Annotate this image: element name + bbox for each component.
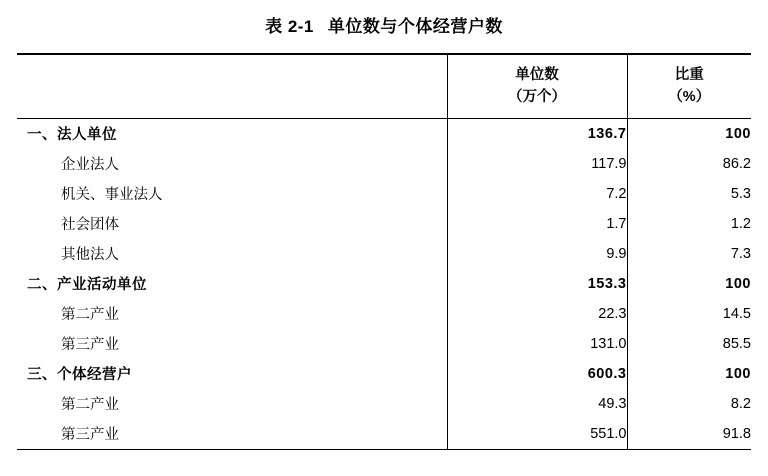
row-label: 二、产业活动单位 [27, 277, 147, 294]
row-units-value: 49.3 [447, 389, 627, 419]
row-share-value: 100 [627, 269, 751, 299]
column-header-units-line1: 单位数 [515, 67, 559, 83]
row-label: 其他法人 [61, 247, 119, 264]
column-header-units-line2: （万个） [508, 89, 566, 106]
row-units-value: 22.3 [447, 299, 627, 329]
row-share-value: 86.2 [627, 149, 751, 179]
row-share-value: 5.3 [627, 179, 751, 209]
row-units-value: 153.3 [447, 269, 627, 299]
row-share-value: 14.5 [627, 299, 751, 329]
table-header-row [17, 54, 751, 118]
row-units-value: 136.7 [447, 118, 627, 149]
row-units-value: 9.9 [447, 239, 627, 269]
table-row [17, 419, 751, 449]
row-label: 一、法人单位 [17, 118, 447, 149]
row-share-value: 100 [627, 359, 751, 389]
table-row [17, 118, 751, 149]
row-units-value: 7.2 [447, 179, 627, 209]
table-row [17, 329, 751, 359]
column-header-share-line2: （%） [668, 89, 711, 106]
row-label: 社会团体 [61, 217, 119, 234]
row-share-value: 1.2 [627, 209, 751, 239]
column-header-units [447, 54, 627, 118]
row-units-value: 117.9 [447, 149, 627, 179]
row-units-value: 600.3 [447, 359, 627, 389]
table-row [17, 179, 751, 209]
row-share-value: 91.8 [627, 419, 751, 449]
row-share-value: 85.5 [627, 329, 751, 359]
table-number: 表 2-1 [265, 17, 314, 36]
table-row [17, 389, 751, 419]
table-row [17, 299, 751, 329]
row-label: 第三产业 [61, 337, 119, 354]
table-bottom-rule [17, 449, 751, 450]
row-share-value: 7.3 [627, 239, 751, 269]
table-row [17, 209, 751, 239]
page-title [0, 0, 768, 53]
table-row [17, 359, 751, 389]
row-label: 三、个体经营户 [27, 367, 132, 384]
column-header-label [17, 54, 447, 118]
table-row [17, 269, 751, 299]
table-row [17, 239, 751, 269]
column-header-share [627, 54, 751, 118]
row-units-value: 1.7 [447, 209, 627, 239]
statistics-table [17, 53, 751, 449]
row-share-value: 100 [627, 118, 751, 149]
table-head [17, 54, 751, 118]
table-body [17, 118, 751, 449]
row-label: 第二产业 [61, 307, 119, 324]
table-row [17, 149, 751, 179]
row-label: 第二产业 [61, 397, 119, 414]
row-units-value: 131.0 [447, 329, 627, 359]
row-units-value: 551.0 [447, 419, 627, 449]
table-title-text: 单位数与个体经营户数 [327, 17, 503, 36]
column-header-share-line1: 比重 [674, 67, 704, 83]
row-label: 机关、事业法人 [61, 187, 163, 204]
row-label: 第三产业 [61, 427, 119, 444]
row-share-value: 8.2 [627, 389, 751, 419]
row-label: 企业法人 [61, 157, 119, 174]
